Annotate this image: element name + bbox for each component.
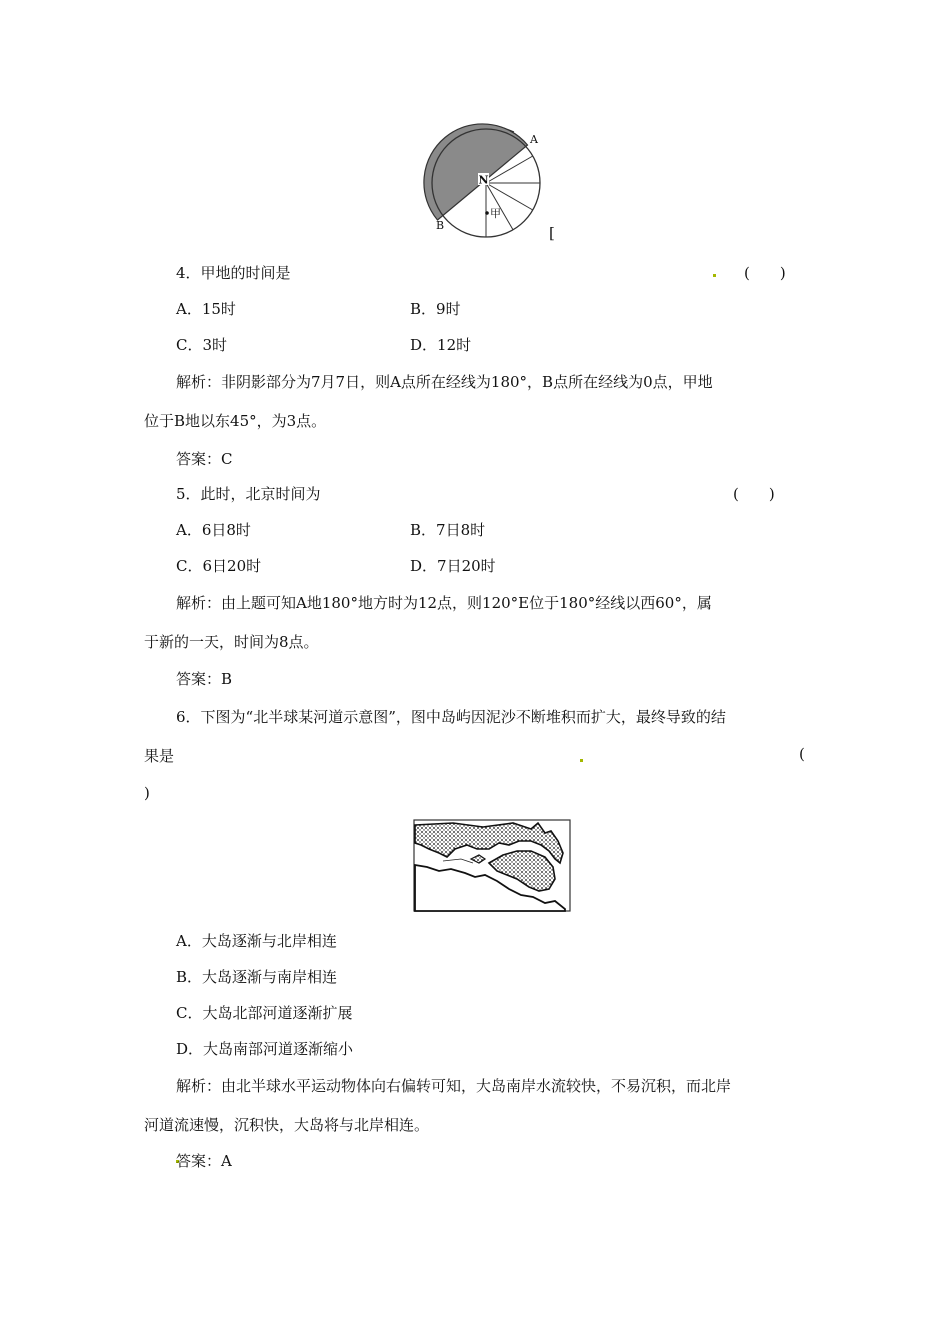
q6-option-d: D．大岛南部河道逐渐缩小 (176, 1040, 354, 1058)
q4-option-b: B．9时 (410, 300, 461, 318)
question-6-stem-line-2: 果是 (144, 747, 175, 765)
polar-view-diagram (420, 120, 560, 245)
q4-option-a: A．15时 (176, 300, 236, 318)
question-5-stem: 5．此时，北京时间为 (176, 485, 321, 503)
q6-answer: 答案：A (176, 1152, 232, 1170)
q6-option-a: A．大岛逐渐与北岸相连 (176, 932, 337, 950)
question-4-answer-paren: ( ) (744, 264, 786, 282)
night-shaded-region (424, 124, 528, 220)
q4-analysis-line-2: 位于B地以东45°，为3点。 (144, 412, 327, 430)
river-channel-diagram (413, 819, 573, 914)
q6-analysis-line-2: 河道流速慢，沉积快，大岛将与北岸相连。 (144, 1116, 430, 1134)
q6-analysis-line-1: 解析：由北半球水平运动物体向右偏转可知，大岛南岸水流较快，不易沉积，而北岸 (176, 1077, 732, 1095)
question-6-paren-close: ) (144, 784, 150, 802)
q5-analysis-line-2: 于新的一天，时间为8点。 (144, 633, 319, 651)
decorative-dot (713, 274, 716, 277)
question-5-answer-paren: ( ) (733, 485, 775, 503)
question-4-stem: 4．甲地的时间是 (176, 264, 291, 282)
q4-analysis-line-1: 解析：非阴影部分为7月7日，则A点所在经线为180°，B点所在经线为0点，甲地 (176, 373, 713, 391)
q6-option-c: C．大岛北部河道逐渐扩展 (176, 1004, 353, 1022)
decorative-dot (580, 759, 583, 762)
point-a-label: A (530, 133, 538, 146)
q5-option-d: D．7日20时 (410, 557, 496, 575)
question-6-stem-line-1: 6．下图为“北半球某河道示意图”，图中岛屿因泥沙不断堆积而扩大，最终导致的结 (176, 708, 726, 726)
q5-option-a: A．6日8时 (176, 521, 251, 539)
point-b-label: B (436, 219, 445, 232)
q5-option-b: B．7日8时 (410, 521, 486, 539)
north-pole-label: N (478, 173, 489, 187)
q4-option-c: C．3时 (176, 336, 228, 354)
q4-answer: 答案：C (176, 450, 233, 468)
q5-answer: 答案：B (176, 670, 233, 688)
question-6-paren-open: ( (799, 745, 805, 763)
meridian-line (486, 183, 533, 210)
stray-bracket: [ (549, 224, 555, 242)
jia-point-label: 甲 (490, 207, 501, 220)
q4-option-d: D．12时 (410, 336, 472, 354)
q5-analysis-line-1: 解析：由上题可知A地180°地方时为12点，则120°E位于180°经线以西60°，属 (176, 594, 712, 612)
q5-option-c: C．6日20时 (176, 557, 262, 575)
q6-option-b: B．大岛逐渐与南岸相连 (176, 968, 338, 986)
jia-point-marker (485, 211, 489, 215)
